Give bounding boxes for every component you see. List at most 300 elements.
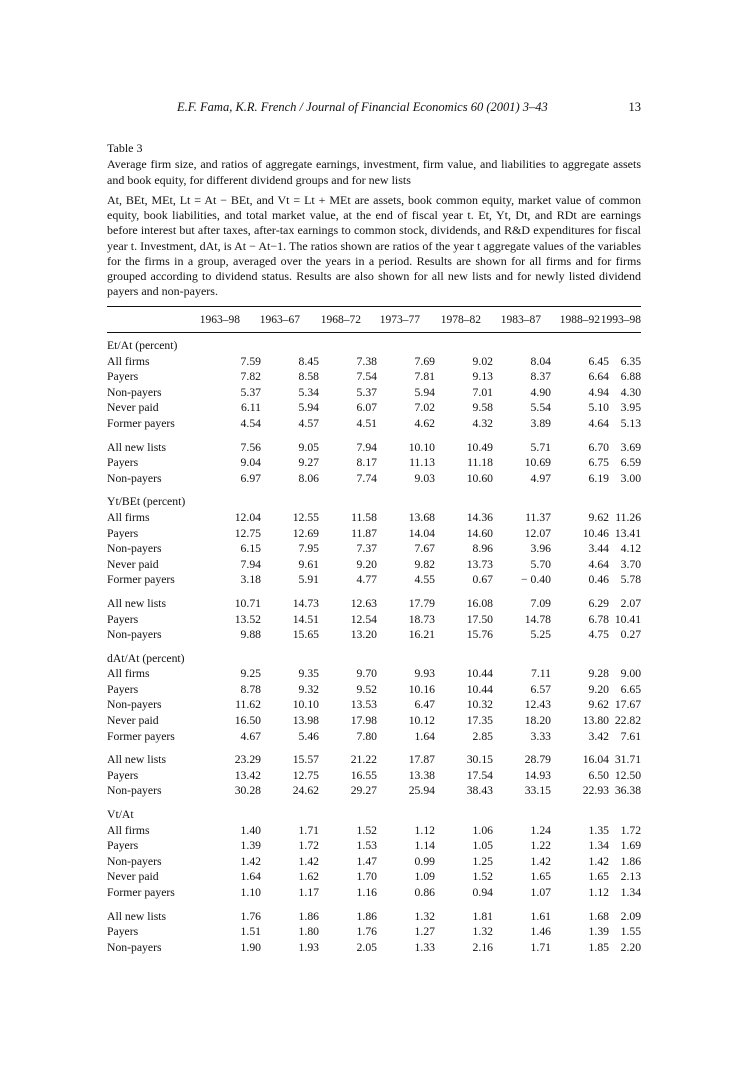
table-cell: 1.34 — [620, 886, 642, 899]
row-label: All new lists — [107, 596, 167, 610]
table-cell: 10.41 — [614, 612, 642, 626]
running-header — [107, 100, 641, 118]
table-cell: 6.65 — [620, 682, 642, 696]
table-cell: 0.86 — [414, 886, 435, 899]
table-row — [107, 596, 641, 612]
table-cell: 7.81 — [414, 370, 435, 384]
column-header: 1983–87 — [500, 314, 541, 326]
table-cell: 5.25 — [530, 628, 551, 642]
row-label: Non-payers — [107, 784, 162, 798]
table-cell: 1.93 — [298, 940, 319, 954]
table-cell: 7.09 — [530, 596, 551, 610]
column-header: 1973–77 — [379, 314, 420, 326]
table-cell: 7.80 — [356, 729, 377, 743]
table-cell: 1.24 — [530, 823, 551, 837]
table-cell: 0.27 — [620, 628, 642, 642]
table-cell: 3.33 — [530, 729, 551, 743]
table-cell: 8.37 — [530, 370, 551, 384]
row-label: Payers — [107, 839, 139, 853]
section-heading: dAt/At (percent) — [107, 651, 185, 665]
row-label: All firms — [107, 510, 150, 524]
table-cell: 4.54 — [240, 416, 261, 430]
table-cell: 12.07 — [524, 526, 551, 540]
table-cell: 17.79 — [408, 596, 435, 610]
table-row — [107, 541, 641, 557]
table-cell: 8.58 — [298, 370, 319, 384]
table-cell: 9.27 — [298, 456, 319, 470]
table-cell: 2.85 — [472, 729, 493, 743]
table-cell: 1.53 — [356, 839, 377, 853]
table-cell: 1.32 — [414, 909, 435, 923]
row-label: All firms — [107, 667, 150, 681]
table-cell: 10.44 — [466, 667, 493, 681]
table-cell: 1.47 — [356, 854, 377, 868]
table-cell: 21.22 — [350, 753, 377, 767]
section-heading: Et/At (percent) — [107, 339, 178, 352]
table-cell: 10.49 — [466, 440, 493, 454]
row-label: Non-payers — [107, 940, 162, 954]
table-cell: 15.57 — [292, 753, 319, 767]
table-cell: 1.52 — [356, 823, 377, 837]
table-cell: 0.94 — [472, 886, 493, 899]
table-cell: 4.67 — [240, 729, 261, 743]
table-cell: 7.01 — [472, 385, 493, 399]
table-cell: 4.32 — [472, 416, 493, 430]
table-cell: 2.16 — [472, 940, 493, 954]
table-cell: 1.35 — [588, 823, 609, 837]
row-label: Never paid — [107, 557, 159, 571]
table-cell: 4.57 — [298, 416, 319, 430]
group-spacer — [107, 432, 641, 440]
table-row — [107, 885, 641, 901]
row-label: Non-payers — [107, 628, 162, 642]
row-label: All new lists — [107, 753, 167, 767]
table-cell: 38.43 — [466, 784, 493, 798]
row-label: Payers — [107, 526, 139, 540]
table-cell: 2.13 — [620, 870, 642, 884]
table-cell: 1.12 — [414, 823, 435, 837]
table-row — [107, 612, 641, 628]
table-title: Average firm size, and ratios of aggregate earnings, investment, firm value, and liabilities to aggregate assets and book equity, for different dividend groups and for new lists — [107, 157, 641, 187]
table-cell: 6.35 — [620, 354, 642, 368]
table-cell: 10.32 — [466, 698, 493, 712]
row-label: Non-payers — [107, 542, 162, 556]
table-cell: 5.71 — [530, 440, 551, 454]
row-label: Former payers — [107, 729, 175, 743]
row-label: Payers — [107, 925, 139, 939]
table-cell: 1.69 — [620, 839, 642, 853]
table-cell: 5.54 — [530, 401, 551, 415]
table-cell: 1.42 — [588, 854, 609, 868]
table-cell: 16.04 — [582, 753, 609, 767]
table-cell: 12.75 — [292, 768, 319, 782]
table-cell: 1.68 — [588, 909, 609, 923]
table-cell: 9.13 — [472, 370, 493, 384]
table-cell: 9.70 — [356, 667, 377, 681]
section-heading-row — [107, 807, 641, 823]
table-cell: 6.70 — [588, 440, 609, 454]
table-cell: 3.42 — [588, 729, 609, 743]
row-label: Non-payers — [107, 385, 162, 399]
row-label: All firms — [107, 354, 150, 368]
table-cell: 3.95 — [620, 401, 642, 415]
table-cell: 9.62 — [588, 510, 609, 524]
table-cell: 7.59 — [240, 354, 261, 368]
table-cell: 25.94 — [408, 784, 435, 798]
table-cell: 9.28 — [588, 667, 609, 681]
table-cell: 11.62 — [235, 698, 261, 712]
table-cell: 6.15 — [240, 542, 261, 556]
section-heading-row — [107, 651, 641, 667]
table-cell: 3.96 — [530, 542, 551, 556]
table-cell: 17.87 — [408, 753, 435, 767]
table-cell: 10.60 — [466, 471, 493, 485]
table-cell: 1.61 — [530, 909, 551, 923]
table-cell: 4.97 — [530, 471, 551, 485]
table-cell: 1.27 — [414, 925, 435, 939]
table-cell: 6.75 — [588, 456, 609, 470]
table-cell: 1.46 — [530, 925, 551, 939]
table-cell: 4.55 — [414, 573, 435, 587]
table-cell: 12.75 — [234, 526, 261, 540]
table-cell: 9.82 — [414, 557, 435, 571]
section-heading-row — [107, 338, 641, 354]
table-row — [107, 909, 641, 925]
table-cell: 17.98 — [350, 714, 377, 728]
table-cell: 12.69 — [292, 526, 319, 540]
table-cell: 14.51 — [292, 612, 319, 626]
table-cell: 1.65 — [530, 870, 551, 884]
table-row — [107, 557, 641, 573]
table-row — [107, 854, 641, 870]
table-cell: 18.73 — [408, 612, 435, 626]
data-table — [107, 338, 641, 955]
section-heading: Vt/At — [107, 808, 134, 822]
table-cell: 11.37 — [525, 510, 551, 524]
table-cell: 5.34 — [298, 385, 319, 399]
table-cell: 18.20 — [524, 714, 551, 728]
table-cell: 7.56 — [240, 440, 261, 454]
table-cell: 6.78 — [588, 612, 609, 626]
table-cell: 6.50 — [588, 768, 609, 782]
table-cell: 22.82 — [614, 714, 642, 728]
table-cell: 12.04 — [234, 510, 261, 524]
table-cell: 1.25 — [472, 854, 493, 868]
table-cell: 9.20 — [588, 682, 609, 696]
table-cell: 1.16 — [356, 886, 377, 899]
table-cell: 13.20 — [350, 628, 377, 642]
table-header-rule — [107, 332, 641, 333]
table-cell: 6.45 — [588, 354, 609, 368]
table-row — [107, 526, 641, 542]
table-cell: 1.72 — [620, 823, 642, 837]
table-row — [107, 697, 641, 713]
table-row — [107, 455, 641, 471]
table-cell: 7.02 — [414, 401, 435, 415]
table-cell: 6.97 — [240, 471, 261, 485]
table-cell: 13.80 — [582, 714, 609, 728]
table-cell: 1.71 — [298, 823, 319, 837]
table-cell: 7.67 — [414, 542, 435, 556]
table-cell: 22.93 — [582, 784, 609, 798]
table-cell: 4.62 — [414, 416, 435, 430]
table-number: Table 3 — [107, 141, 143, 155]
row-label: Non-payers — [107, 854, 162, 868]
table-cell: 2.09 — [620, 909, 642, 923]
table-cell: 7.54 — [356, 370, 377, 384]
table-cell: 11.18 — [467, 456, 493, 470]
table-cell: 3.70 — [620, 557, 642, 571]
table-cell: 14.60 — [466, 526, 493, 540]
table-cell: 1.12 — [588, 886, 609, 899]
table-cell: 10.10 — [292, 698, 319, 712]
table-cell: 3.89 — [530, 416, 551, 430]
table-cell: 3.69 — [620, 440, 642, 454]
table-cell: 1.10 — [240, 886, 261, 899]
table-cell: 6.64 — [588, 370, 609, 384]
table-cell: 10.69 — [524, 456, 551, 470]
table-cell: 16.55 — [350, 768, 377, 782]
table-cell: 1.34 — [588, 839, 609, 853]
table-row — [107, 416, 641, 432]
table-cell: 5.91 — [298, 573, 319, 587]
table-cell: 9.52 — [356, 682, 377, 696]
table-cell: 17.50 — [466, 612, 493, 626]
table-cell: 6.19 — [588, 471, 609, 485]
row-label: Payers — [107, 370, 139, 384]
table-cell: 13.73 — [466, 557, 493, 571]
section-spacer — [107, 799, 641, 807]
table-cell: − 0.40 — [521, 573, 551, 587]
table-cell: 9.35 — [298, 667, 319, 681]
table-cell: 4.75 — [588, 628, 609, 642]
row-label: Payers — [107, 456, 139, 470]
table-cell: 6.07 — [356, 401, 377, 415]
table-cell: 1.22 — [530, 839, 551, 853]
table-cell: 1.76 — [356, 925, 377, 939]
table-cell: 10.10 — [408, 440, 435, 454]
table-cell: 17.67 — [614, 698, 642, 712]
row-label: Former payers — [107, 573, 175, 587]
column-header: 1978–82 — [440, 314, 481, 326]
table-cell: 5.78 — [620, 573, 642, 587]
row-label: Never paid — [107, 870, 159, 884]
table-cell: 9.58 — [472, 401, 493, 415]
table-cell: 1.70 — [356, 870, 377, 884]
table-cell: 14.78 — [524, 612, 551, 626]
table-cell: 4.94 — [588, 385, 609, 399]
table-row — [107, 572, 641, 588]
table-cell: 1.05 — [472, 839, 493, 853]
table-cell: 12.50 — [614, 768, 642, 782]
group-spacer — [107, 588, 641, 596]
table-cell: 1.55 — [620, 925, 642, 939]
table-cell: 12.63 — [350, 596, 377, 610]
table-cell: 9.20 — [356, 557, 377, 571]
journal-citation: E.F. Fama, K.R. French / Journal of Financial Economics 60 (2001) 3–43 — [177, 100, 548, 114]
table-cell: 13.52 — [234, 612, 261, 626]
table-cell: 31.71 — [614, 753, 642, 767]
table-cell: 17.35 — [466, 714, 493, 728]
table-row — [107, 666, 641, 682]
table-cell: 9.25 — [240, 667, 261, 681]
table-row — [107, 627, 641, 643]
table-cell: 5.37 — [356, 385, 377, 399]
table-row — [107, 869, 641, 885]
table-cell: 2.07 — [620, 596, 642, 610]
table-cell: 8.06 — [298, 471, 319, 485]
table-cell: 7.61 — [620, 729, 642, 743]
row-label: Non-payers — [107, 698, 162, 712]
page-number: 13 — [628, 100, 641, 114]
column-header: 1968–72 — [320, 314, 361, 326]
table-row — [107, 369, 641, 385]
table-cell: 6.57 — [530, 682, 551, 696]
table-cell: 7.82 — [240, 370, 261, 384]
table-cell: 5.70 — [530, 557, 551, 571]
table-top-rule — [107, 306, 641, 307]
table-cell: 30.28 — [234, 784, 261, 798]
section-heading-row — [107, 494, 641, 510]
table-cell: 1.71 — [530, 940, 551, 954]
table-cell: 9.05 — [298, 440, 319, 454]
table-cell: 13.53 — [350, 698, 377, 712]
table-cell: 15.65 — [292, 628, 319, 642]
table-cell: 16.21 — [408, 628, 435, 642]
table-cell: 7.38 — [356, 354, 377, 368]
table-cell: 1.86 — [298, 909, 319, 923]
table-cell: 12.54 — [350, 612, 377, 626]
table-cell: 11.58 — [351, 510, 377, 524]
column-header: 1988–92 — [559, 314, 600, 326]
table-cell: 6.47 — [414, 698, 435, 712]
table-row — [107, 838, 641, 854]
table-cell: 0.46 — [588, 573, 609, 587]
table-cell: 6.59 — [620, 456, 642, 470]
table-cell: 3.44 — [588, 542, 609, 556]
table-cell: 1.42 — [298, 854, 319, 868]
table-cell: 1.09 — [414, 870, 435, 884]
table-cell: 0.99 — [414, 854, 435, 868]
table-cell: 2.20 — [620, 940, 642, 954]
table-cell: 9.93 — [414, 667, 435, 681]
table-cell: 1.39 — [240, 839, 261, 853]
table-cell: 4.12 — [620, 542, 642, 556]
table-cell: 1.80 — [298, 925, 319, 939]
table-cell: 10.16 — [408, 682, 435, 696]
table-cell: 7.95 — [298, 542, 319, 556]
row-label: All new lists — [107, 440, 167, 454]
table-row — [107, 940, 641, 956]
table-cell: 5.13 — [620, 416, 642, 430]
table-cell: 1.86 — [620, 854, 642, 868]
column-header: 1963–98 — [199, 314, 240, 326]
table-cell: 6.29 — [588, 596, 609, 610]
table-cell: 7.69 — [414, 354, 435, 368]
table-cell: 1.90 — [240, 940, 261, 954]
table-cell: 1.76 — [240, 909, 261, 923]
table-cell: 2.05 — [356, 940, 377, 954]
table-cell: 24.62 — [292, 784, 319, 798]
table-cell: 1.72 — [298, 839, 319, 853]
group-spacer — [107, 744, 641, 752]
table-cell: 1.65 — [588, 870, 609, 884]
table-cell: 5.10 — [588, 401, 609, 415]
table-cell: 1.17 — [298, 886, 319, 899]
table-cell: 1.14 — [414, 839, 435, 853]
table-row — [107, 924, 641, 940]
table-cell: 33.15 — [524, 784, 551, 798]
table-cell: 1.81 — [472, 909, 493, 923]
table-cell: 8.45 — [298, 354, 319, 368]
table-cell: 13.42 — [234, 768, 261, 782]
table-cell: 9.88 — [240, 628, 261, 642]
table-cell: 1.06 — [472, 823, 493, 837]
table-cell: 1.07 — [530, 886, 551, 899]
table-row — [107, 400, 641, 416]
table-cell: 1.32 — [472, 925, 493, 939]
table-row — [107, 682, 641, 698]
table-cell: 5.37 — [240, 385, 261, 399]
table-cell: 1.39 — [588, 925, 609, 939]
row-label: All new lists — [107, 909, 167, 923]
table-cell: 4.64 — [588, 557, 609, 571]
section-spacer — [107, 486, 641, 494]
table-row — [107, 471, 641, 487]
table-cell: 1.62 — [298, 870, 319, 884]
table-cell: 4.77 — [356, 573, 377, 587]
table-cell: 8.96 — [472, 542, 493, 556]
table-cell: 9.02 — [472, 354, 493, 368]
table-row — [107, 354, 641, 370]
table-cell: 1.64 — [240, 870, 261, 884]
table-cell: 7.74 — [356, 471, 377, 485]
section-heading: Yt/BEt (percent) — [107, 495, 186, 509]
table-description: At, BEt, MEt, Lt = At − BEt, and Vt = Lt + MEt are assets, book common equity, market value of common equity, book liabilities, and total market value, at the end of fiscal year t. Et, Yt, Dt, and RDt are earnings before interest but after taxes, after-tax earnings to common stock, dividends, and R&D expenditures for fiscal year t. Investment, dAt, is At − At−1. The ratios shown are ratios of the year t aggregate values of the variables for the firms in a group, averaged over the years in a period. Results are shown for all firms and for firms grouped according to dividend status. Results are also shown for all new lists and for newly listed dividend payers and non-payers. — [107, 193, 641, 299]
column-header: 1993–98 — [600, 314, 641, 326]
table-cell: 14.36 — [466, 510, 493, 524]
table-cell: 1.33 — [414, 940, 435, 954]
row-label: Non-payers — [107, 471, 162, 485]
row-label: All firms — [107, 823, 150, 837]
table-cell: 11.13 — [409, 456, 435, 470]
table-row — [107, 385, 641, 401]
group-spacer — [107, 901, 641, 909]
row-label: Never paid — [107, 401, 159, 415]
row-label: Never paid — [107, 714, 159, 728]
table-cell: 15.76 — [466, 628, 493, 642]
table-cell: 30.15 — [466, 753, 493, 767]
row-label: Former payers — [107, 416, 175, 430]
table-cell: 9.62 — [588, 698, 609, 712]
table-cell: 0.67 — [472, 573, 493, 587]
table-cell: 11.87 — [351, 526, 377, 540]
table-row — [107, 713, 641, 729]
table-cell: 5.94 — [298, 401, 319, 415]
table-cell: 7.37 — [356, 542, 377, 556]
table-cell: 3.18 — [240, 573, 261, 587]
table-row — [107, 823, 641, 839]
table-cell: 9.04 — [240, 456, 261, 470]
table-cell: 14.73 — [292, 596, 319, 610]
table-cell: 4.90 — [530, 385, 551, 399]
table-cell: 11.26 — [615, 510, 642, 524]
table-row — [107, 768, 641, 784]
row-label: Former payers — [107, 886, 175, 899]
table-cell: 9.61 — [298, 557, 319, 571]
table-cell: 5.94 — [414, 385, 435, 399]
table-row — [107, 783, 641, 799]
